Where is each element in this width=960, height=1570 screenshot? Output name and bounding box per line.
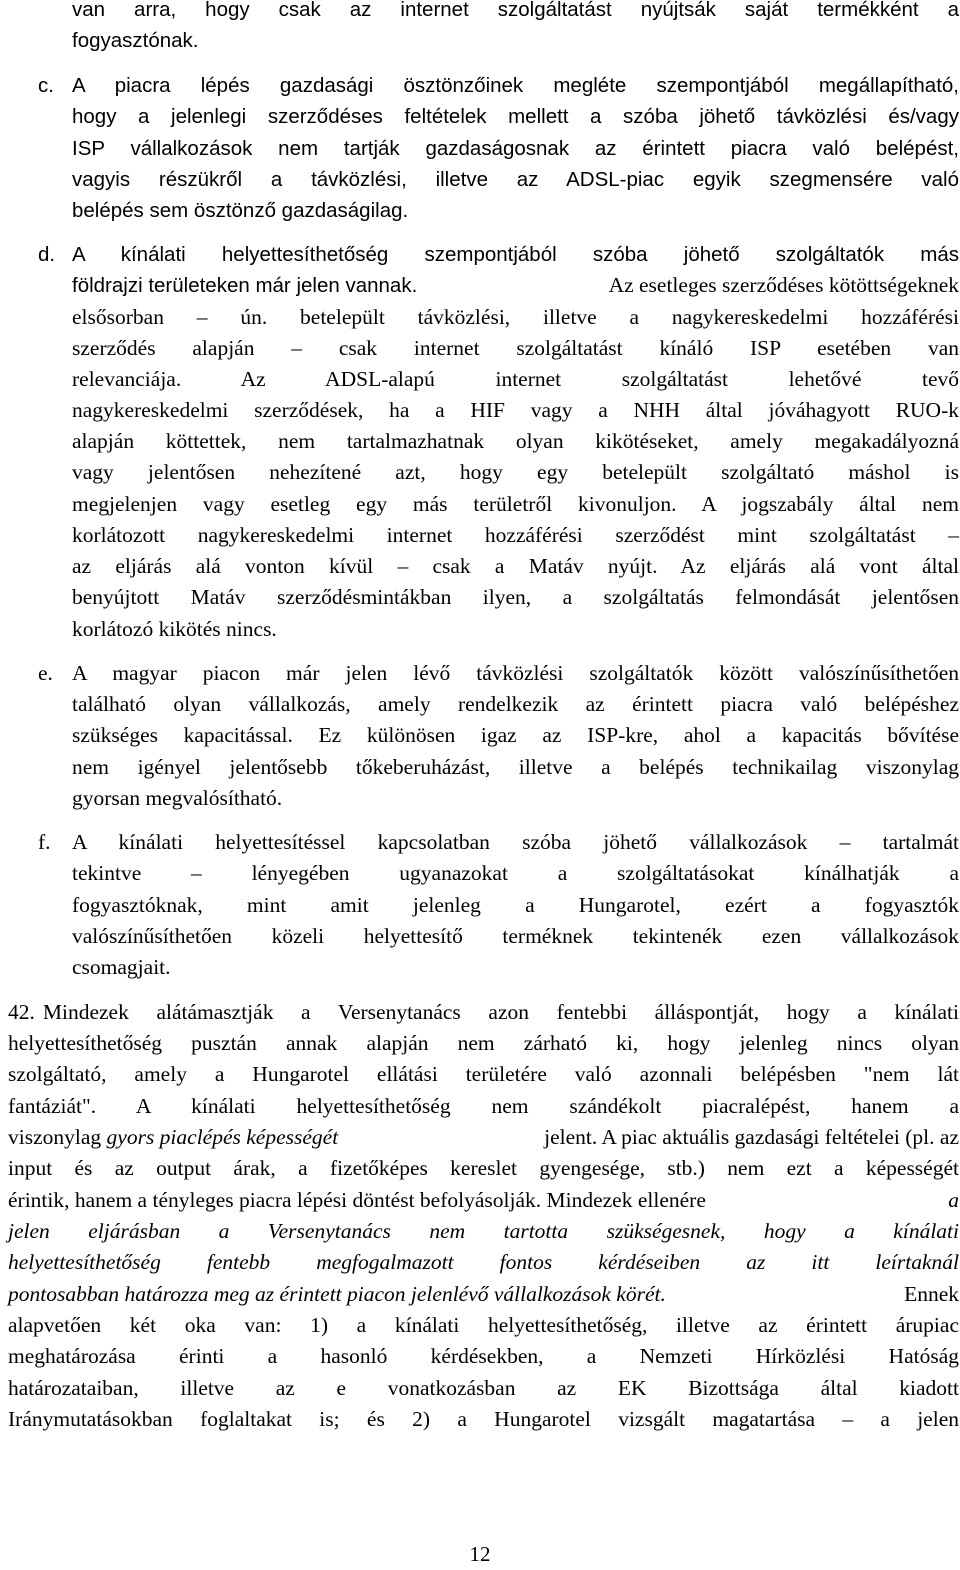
text-line-mixed bbox=[8, 1279, 959, 1310]
text-line: szükséges kapacitással. Ez különösen igaz az ISP-kre, ahol a kapacitás bővítése bbox=[72, 723, 959, 747]
emphasis-span: gyors piaclépés képességét bbox=[106, 1125, 339, 1149]
text-span: Mindezek alátámasztják a Versenytanács azon fentebbi álláspontját, hogy a kínálati bbox=[42, 1000, 959, 1024]
text-line: van arra, hogy csak az internet szolgáltatást nyújtsák saját termékként a bbox=[72, 0, 959, 21]
text-line: input és az output árak, a fizetőképes kereslet gyengesége, stb.) nem ezt a képességét bbox=[8, 1156, 959, 1180]
text-line: A magyar piacon már jelen lévő távközlési szolgáltatók között valószínűsíthetően bbox=[72, 661, 959, 685]
text-line: csomagjait. bbox=[72, 955, 171, 979]
text-line: belépés sem ösztönző gazdaságilag. bbox=[72, 199, 409, 222]
text-span: Az esetleges szerződéses kötöttségeknek bbox=[608, 273, 959, 297]
text-line: tekintve – lényegében ugyanazokat a szolgáltatásokat kínálhatják a bbox=[72, 861, 959, 885]
text-line: alapján köttettek, nem tartalmazhatnak olyan kikötéseket, amely megakadályozná bbox=[72, 429, 959, 453]
text-line: található olyan vállalkozás, amely rendelkezik az érintett piacra való belépéshez bbox=[72, 692, 959, 716]
text-line-mixed bbox=[72, 270, 959, 301]
text-line: vagyis részükről a távközlési, illetve az ADSL-piac egyik szegmensére való bbox=[72, 168, 959, 191]
text-span: Ennek bbox=[904, 1282, 959, 1306]
text-span: viszonylag bbox=[8, 1125, 107, 1149]
page-number: 12 bbox=[469, 1542, 491, 1566]
text-line: A piacra lépés gazdasági ösztönzőinek megléte szempontjából megállapítható, bbox=[72, 74, 959, 97]
text-line: elsősorban – ún. betelepült távközlési, illetve a nagykereskedelmi hozzáférési bbox=[72, 305, 959, 329]
text-line: alapvetően két oka van: 1) a kínálati helyettesíthetőség, illetve az érintett árupiac bbox=[8, 1313, 959, 1337]
text-line: A kínálati helyettesíthetőség szempontjából szóba jöhető szolgáltatók más bbox=[72, 243, 959, 266]
text-line: hogy a jelenlegi szerződéses feltételek mellett a szóba jöhető távközlési és/vagy bbox=[72, 105, 959, 128]
text-line: szolgáltató, amely a Hungarotel ellátási területére való azonnali belépésben "nem lát bbox=[8, 1062, 959, 1086]
text-span: érintik, hanem a tényleges piacra lépési döntést befolyásolják. Mindezek ellenére bbox=[8, 1188, 706, 1212]
text-line: határozataiban, illetve az e vonatkozásban az EK Bizottsága által kiadott bbox=[8, 1376, 959, 1400]
text-line: ISP vállalkozások nem tartják gazdaságosnak az érintett piacra való belépést, bbox=[72, 137, 959, 160]
text-line: megjelenjen vagy esetleg egy más területről kivonuljon. A jogszabály által nem bbox=[72, 492, 959, 516]
text-line: szerződés alapján – csak internet szolgáltatást kínáló ISP esetében van bbox=[72, 336, 959, 360]
list-marker: e. bbox=[38, 661, 53, 685]
text-line: nagykereskedelmi szerződések, ha a HIF vagy a NHH által jóváhagyott RUO-k bbox=[72, 398, 959, 422]
text-line: fogyasztóknak, mint amit jelenleg a Hungarotel, ezért a fogyasztók bbox=[72, 893, 959, 917]
text-line: nem igényel jelentősebb tőkeberuházást, illetve a belépés technikailag viszonylag bbox=[72, 755, 959, 779]
emphasis-line: jelen eljárásban a Versenytanács nem tartotta szükségesnek, hogy a kínálati bbox=[8, 1219, 959, 1243]
list-marker: f. bbox=[38, 830, 51, 854]
text-line: A kínálati helyettesítéssel kapcsolatban szóba jöhető vállalkozások – tartalmát bbox=[72, 830, 959, 854]
text-line: vagy jelentősen nehezítené azt, hogy egy betelepült szolgáltató máshol is bbox=[72, 460, 959, 484]
text-line-mixed bbox=[8, 1122, 959, 1153]
text-line: korlátozó kikötés nincs. bbox=[72, 617, 277, 641]
text-line: meghatározása érinti a hasonló kérdésekben, a Nemzeti Hírközlési Hatóság bbox=[8, 1344, 959, 1368]
text-line: valószínűsíthetően közeli helyettesítő terméknek tekintenék ezen vállalkozások bbox=[72, 924, 959, 948]
list-marker: c. bbox=[38, 74, 54, 97]
paragraph-number: 42. bbox=[8, 1000, 35, 1024]
list-marker: d. bbox=[38, 243, 56, 266]
text-line: gyorsan megvalósítható. bbox=[72, 786, 283, 810]
text-line: benyújtott Matáv szerződésmintákban ilyen, a szolgáltatás felmondását jelentősen bbox=[72, 585, 959, 609]
text-line: fogyasztónak. bbox=[72, 29, 199, 52]
text-line: Iránymutatásokban foglaltakat is; és 2) a Hungarotel vizsgált magatartása – a jelen bbox=[8, 1407, 959, 1431]
text-line-mixed bbox=[8, 1185, 959, 1216]
text-line: relevanciája. Az ADSL-alapú internet szolgáltatást lehetővé tevő bbox=[72, 367, 959, 391]
text-line-mixed bbox=[8, 997, 959, 1028]
text-span: földrajzi területeken már jelen vannak. bbox=[72, 274, 418, 297]
text-line: az eljárás alá vonton kívül – csak a Matáv nyújt. Az eljárás alá vont által bbox=[72, 554, 959, 578]
emphasis-span: a bbox=[948, 1188, 959, 1212]
text-line: fantáziát". A kínálati helyettesíthetőség nem szándékolt piacralépést, hanem a bbox=[8, 1094, 959, 1118]
text-line: korlátozott nagykereskedelmi internet hozzáférési szerződést mint szolgáltatást – bbox=[72, 523, 959, 547]
emphasis-line: helyettesíthetőség fentebb megfogalmazott fontos kérdéseiben az itt leírtaknál bbox=[8, 1250, 959, 1274]
text-line: helyettesíthetőség pusztán annak alapján nem zárható ki, hogy jelenleg nincs olyan bbox=[8, 1031, 959, 1055]
text-span: jelent. A piac aktuális gazdasági feltételei (pl. az bbox=[544, 1125, 959, 1149]
emphasis-span: pontosabban határozza meg az érintett piacon jelenlévő vállalkozások körét. bbox=[8, 1282, 666, 1306]
